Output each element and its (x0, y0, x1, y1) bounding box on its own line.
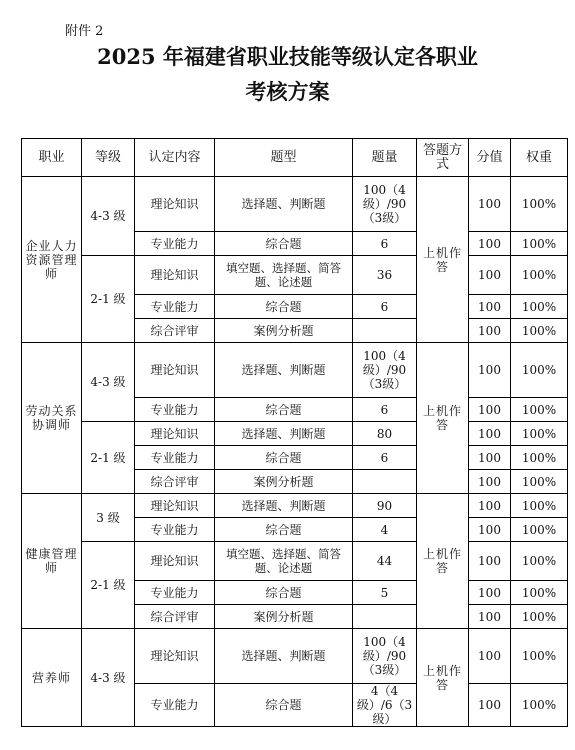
table-row (22, 542, 568, 581)
score-cell: 100 (469, 398, 511, 422)
quantity-cell: 80 (353, 422, 417, 446)
content-cell: 专业能力 (135, 232, 215, 256)
score-cell: 100 (469, 684, 511, 727)
occupation-cell: 企业人力资源管理师 (22, 177, 82, 343)
score-cell: 100 (469, 605, 511, 629)
score-cell: 100 (469, 581, 511, 605)
content-cell: 专业能力 (135, 398, 215, 422)
weight-cell: 100% (511, 605, 568, 629)
score-cell: 100 (469, 319, 511, 343)
quantity-cell: 100（4级）/90（3级） (353, 629, 417, 684)
quantity-cell (353, 319, 417, 343)
method-cell: 上机作答 (417, 177, 469, 343)
content-cell: 专业能力 (135, 581, 215, 605)
attachment-label: 附件 2 (65, 24, 104, 39)
occupation-cell: 健康管理师 (22, 494, 82, 629)
table-row (22, 256, 568, 295)
method-cell: 上机作答 (417, 629, 469, 727)
content-cell: 专业能力 (135, 446, 215, 470)
question-type-cell: 综合题 (215, 518, 353, 542)
question-type-cell: 选择题、判断题 (215, 343, 353, 398)
score-cell: 100 (469, 629, 511, 684)
score-cell: 100 (469, 256, 511, 295)
weight-cell: 100% (511, 422, 568, 446)
question-type-cell: 综合题 (215, 684, 353, 727)
quantity-cell: 100（4级）/90（3级） (353, 177, 417, 232)
level-cell: 4-3 级 (82, 343, 135, 422)
method-cell: 上机作答 (417, 494, 469, 629)
table-row (22, 629, 568, 684)
weight-cell: 100% (511, 446, 568, 470)
quantity-cell: 6 (353, 398, 417, 422)
score-cell: 100 (469, 177, 511, 232)
quantity-cell: 6 (353, 295, 417, 319)
assessment-table (21, 138, 568, 727)
weight-cell: 100% (511, 256, 568, 295)
question-type-cell: 填空题、选择题、简答题、论述题 (215, 542, 353, 581)
question-type-cell: 选择题、判断题 (215, 177, 353, 232)
score-cell: 100 (469, 232, 511, 256)
question-type-cell: 填空题、选择题、简答题、论述题 (215, 256, 353, 295)
table-row (22, 177, 568, 232)
level-cell: 2-1 级 (82, 256, 135, 343)
score-cell: 100 (469, 422, 511, 446)
content-cell: 综合评审 (135, 319, 215, 343)
score-cell: 100 (469, 470, 511, 494)
question-type-cell: 选择题、判断题 (215, 629, 353, 684)
content-cell: 综合评审 (135, 470, 215, 494)
quantity-cell: 6 (353, 446, 417, 470)
level-cell: 2-1 级 (82, 542, 135, 629)
quantity-cell (353, 605, 417, 629)
content-cell: 理论知识 (135, 542, 215, 581)
weight-cell: 100% (511, 581, 568, 605)
question-type-cell: 选择题、判断题 (215, 422, 353, 446)
weight-cell: 100% (511, 177, 568, 232)
question-type-cell: 综合题 (215, 446, 353, 470)
question-type-cell: 案例分析题 (215, 319, 353, 343)
level-cell: 3 级 (82, 494, 135, 542)
content-cell: 理论知识 (135, 343, 215, 398)
level-cell: 2-1 级 (82, 422, 135, 494)
content-cell: 综合评审 (135, 605, 215, 629)
content-cell: 理论知识 (135, 422, 215, 446)
content-cell: 专业能力 (135, 518, 215, 542)
score-cell: 100 (469, 518, 511, 542)
content-cell: 理论知识 (135, 177, 215, 232)
weight-cell: 100% (511, 295, 568, 319)
weight-cell: 100% (511, 232, 568, 256)
weight-cell: 100% (511, 542, 568, 581)
method-cell: 上机作答 (417, 343, 469, 494)
quantity-cell: 4（4级）/6（3级） (353, 684, 417, 727)
weight-cell: 100% (511, 629, 568, 684)
occupation-cell: 劳动关系协调师 (22, 343, 82, 494)
header-method: 答题方式 (417, 139, 469, 177)
score-cell: 100 (469, 542, 511, 581)
question-type-cell: 案例分析题 (215, 470, 353, 494)
header-quantity: 题量 (353, 139, 417, 177)
weight-cell: 100% (511, 470, 568, 494)
header-score: 分值 (469, 139, 511, 177)
weight-cell: 100% (511, 518, 568, 542)
content-cell: 理论知识 (135, 494, 215, 518)
score-cell: 100 (469, 295, 511, 319)
question-type-cell: 综合题 (215, 398, 353, 422)
quantity-cell: 4 (353, 518, 417, 542)
level-cell: 4-3 级 (82, 629, 135, 727)
question-type-cell: 综合题 (215, 581, 353, 605)
header-row (22, 139, 568, 177)
header-occupation: 职业 (22, 139, 82, 177)
score-cell: 100 (469, 446, 511, 470)
quantity-cell: 5 (353, 581, 417, 605)
quantity-cell: 36 (353, 256, 417, 295)
header-weight: 权重 (511, 139, 568, 177)
weight-cell: 100% (511, 494, 568, 518)
weight-cell: 100% (511, 684, 568, 727)
weight-cell: 100% (511, 319, 568, 343)
content-cell: 理论知识 (135, 629, 215, 684)
score-cell: 100 (469, 494, 511, 518)
quantity-cell (353, 470, 417, 494)
document-title: 2025 年福建省职业技能等级认定各职业 (97, 44, 478, 69)
table-row (22, 494, 568, 518)
table-row (22, 343, 568, 398)
header-level: 等级 (82, 139, 135, 177)
question-type-cell: 综合题 (215, 295, 353, 319)
content-cell: 理论知识 (135, 256, 215, 295)
level-cell: 4-3 级 (82, 177, 135, 256)
question-type-cell: 选择题、判断题 (215, 494, 353, 518)
content-cell: 专业能力 (135, 684, 215, 727)
score-cell: 100 (469, 343, 511, 398)
quantity-cell: 90 (353, 494, 417, 518)
quantity-cell: 44 (353, 542, 417, 581)
document-title-line2: 考核方案 (245, 79, 330, 104)
weight-cell: 100% (511, 343, 568, 398)
quantity-cell: 100（4级）/90（3级） (353, 343, 417, 398)
table-row (22, 422, 568, 446)
question-type-cell: 综合题 (215, 232, 353, 256)
occupation-cell: 营养师 (22, 629, 82, 727)
weight-cell: 100% (511, 398, 568, 422)
question-type-cell: 案例分析题 (215, 605, 353, 629)
quantity-cell: 6 (353, 232, 417, 256)
header-question-type: 题型 (215, 139, 353, 177)
header-content: 认定内容 (135, 139, 215, 177)
content-cell: 专业能力 (135, 295, 215, 319)
